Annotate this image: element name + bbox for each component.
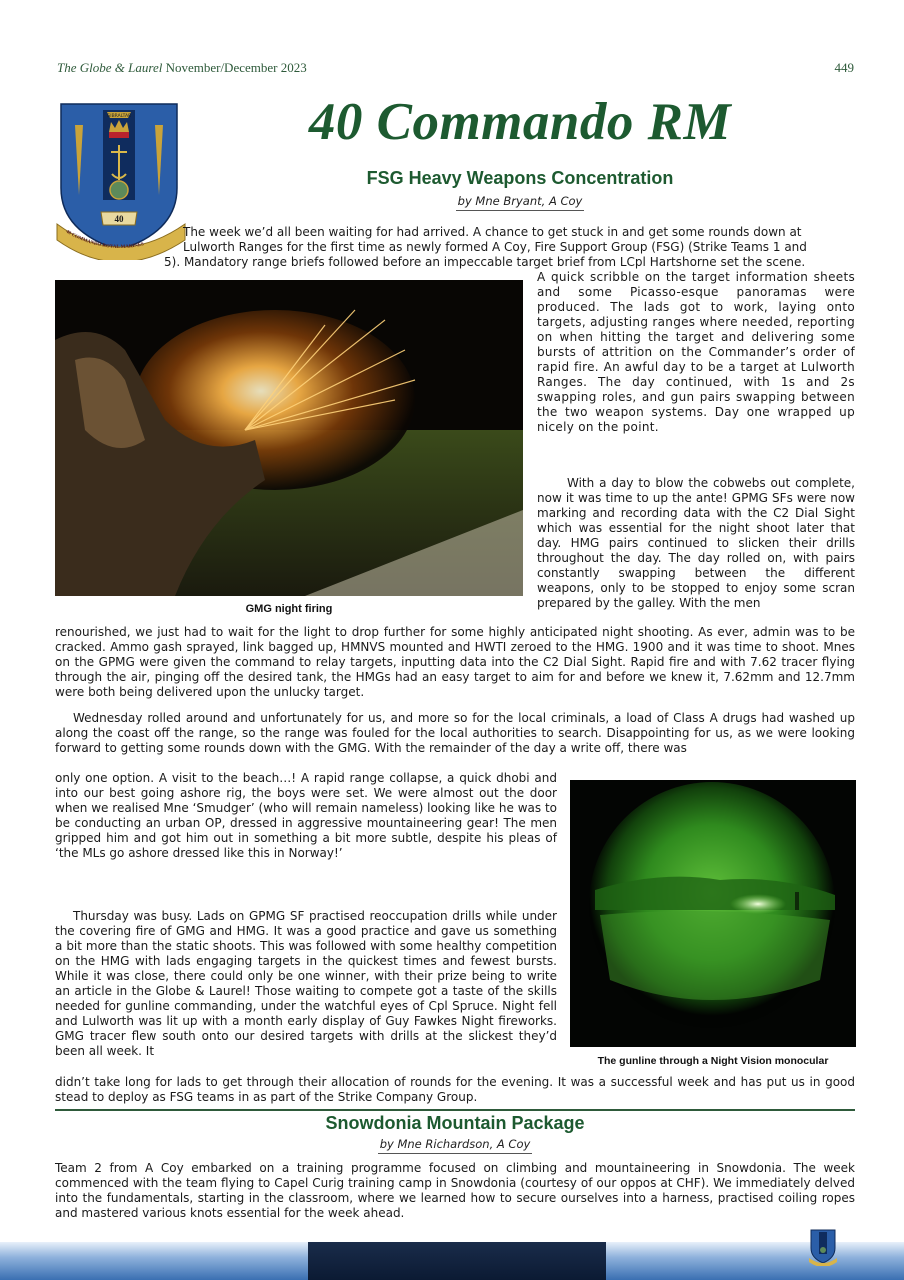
article1-byline-text: by Mne Bryant, A Coy [456,194,585,211]
article1-para3-side: only one option. A visit to the beach…! A rapid range collapse, a quick dhobi and into our best going ashore rig, the boys were set. We were almost out the door when we realised Mne ‘Smudger’ (who will remain nameless) looking like he was to be conducting an urban OP, dressed in aggressive mountaineering gear! The men gripped him and got him out in something a bit more subtle, despite his pleas of ‘the MLs go ashore dressed like this in Norway!’ [55,771,557,860]
article2-byline-text: by Mne Richardson, A Coy [378,1137,533,1154]
article1-heading: FSG Heavy Weapons Concentration [366,168,674,188]
page-title: 40 Commando RM [308,93,732,151]
crest-scroll-top: GIBRALTAR [106,114,132,119]
page-number: 449 [834,60,854,75]
magazine-name: The Globe & Laurel [57,60,163,75]
article1-para3-full: Wednesday rolled around and unfortunately for us, and more so for the local criminals, a load of Class A drugs had washed up along the coast off the range, so the range was fouled for the local authorities to search. Disappointing for us, as we were looking forward to getting some rounds down with the GMG. With the remainder of the day a write off, there was [55,711,855,755]
photo1-caption: GMG night firing [245,603,333,615]
photo-gmg-night-firing [55,280,523,596]
article1-intro-line1: The week we’d all been waiting for had arrived. A chance to get stuck in and get some rounds down at [183,225,802,239]
article1-para4-full: didn’t take long for lads to get through their allocation of rounds for the evening. It was a successful week and has put us in good stead to deploy as FSG teams in as part of the Strike Company Group. [55,1075,855,1104]
article1-intro-line2: Lulworth Ranges for the first time as newly formed A Coy, Fire Support Group (FSG) (Strike Teams 1 and [183,240,807,254]
article1-byline [190,194,850,208]
footer-crest-icon [808,1228,838,1266]
article2-byline [55,1137,855,1151]
photo-night-vision-gunline [570,780,856,1047]
section-divider [55,1109,855,1111]
commando-crest [55,100,189,260]
issue-date: November/December 2023 [165,60,307,75]
article1-para1-rest: A quick scribble on the target information sheets and some Picasso-esque panoramas were produced. The lads got to work, laying onto targets, adjusting ranges where needed, reporting on when hitting the target and delivering some bursts of attrition on the Commander’s order of rapid fire. An awful day to be a target at Lulworth Ranges. The day continued, with 1s and 2s swapping roles, and gun pairs swapping between the two weapon systems. Day one wrapped up nicely on the point. [537,270,855,434]
article1-para2-full: renourished, we just had to wait for the light to drop further for some highly anticipated night shooting. As ever, admin was to be cracked. Ammo gash sprayed, link bagged up, HMNVS mounted and HWTI zeroed to the HMG. 1900 and it was time to shoot. Mnes on the GPMG were given the command to relay targets, inputting data into the C2 Dial Sight. Rapid fire and with 7.62 tracer flying through the air, pinging off the desired tank, the HMGs had an easy target to aim for and before we knew it, 7.62mm and 12.7mm were both being delivered upon the unlucky target. [55,625,855,699]
crest-scroll-bottom: 40 COMMANDO ROYAL MARINES [64,229,145,251]
article1-para4-side: Thursday was busy. Lads on GPMG SF practised reoccupation drills while under the covering fire of GMG and HMG. It was a good practice and gave us something a bit more than the static shoots. This was followed with some healthy competition on the HMG with lads engaging targets in the quickest times and fewest bursts. While it was close, there could only be one winner, with their prize being to write an article in the Globe & Laurel! Those waiting to compete got a taste of the skills needed for gunline commanding, under the watchful eyes of Cpl Spruce. Night fell and Lulworth was lit up with a month early display of Guy Fawkes Night fireworks. GMG tracer flew south onto our desired targets with drills at the slickest they’d been all week. It [55,909,557,1058]
article2-heading: Snowdonia Mountain Package [325,1113,585,1133]
crest-unit-number: 40 [114,214,124,224]
article2-para1: Team 2 from A Coy embarked on a training programme focused on climbing and mountaineering in Snowdonia. The week commenced with the team flying to Capel Curig training camp in Snowdonia (courtesy of our oppos at CHF). We immediately delved into the fundamentals, starting in the classroom, where we learned how to secure ourselves into a harness, practised coiling ropes and mastered various knots essential for the week ahead. [55,1161,855,1220]
article1-intro-line3: 5). Mandatory range briefs followed before an impeccable target brief from LCpl Hartshorne set the scene. [164,255,806,269]
page-footer-dark-band [308,1242,606,1280]
photo2-caption: The gunline through a Night Vision monocular [597,1055,829,1067]
article1-para2-side: With a day to blow the cobwebs out complete, now it was time to up the ante! GPMG SFs were now marking and recording data with the C2 Dial Sight which was essential for the night shoot later that day. HMG pairs continued to slicken their drills throughout the day. The day rolled on, with pairs constantly swapping between the different weapons, only to be stopped to enjoy some scran prepared by the galley. With the men [537,476,855,610]
magazine-header [57,60,307,76]
